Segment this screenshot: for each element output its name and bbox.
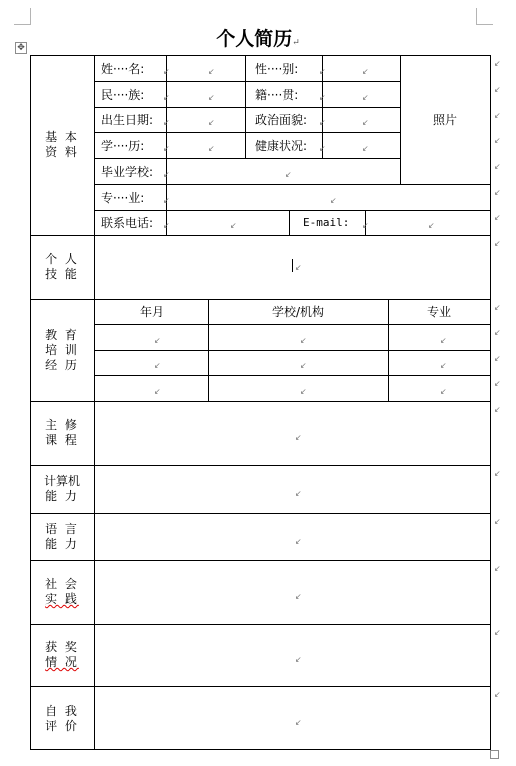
section-label-practice (30, 577, 94, 607)
section-label-line: 评 价 (45, 719, 79, 733)
row-end-mark-icon: ↙ (494, 517, 501, 526)
email-label: E-mail: (303, 216, 350, 229)
phone-label: 联系电话: (101, 216, 154, 230)
native-place-value-cell[interactable]: ↙ (362, 93, 369, 102)
section-label-basic (30, 130, 94, 160)
courses-content-cell[interactable]: ↙ (295, 433, 302, 442)
language-content-cell[interactable]: ↙ (295, 537, 302, 546)
section-label-line: 计算机 (43, 474, 80, 488)
row-end-mark-icon: ↙ (494, 213, 501, 222)
section-label-line: 个 人 (45, 252, 79, 266)
section-line (30, 686, 491, 687)
row-line (95, 81, 400, 82)
edu-school-cell[interactable]: ↙ (300, 387, 307, 396)
table-border-top (30, 55, 491, 56)
cell-end-mark-icon: ↙ (163, 196, 170, 205)
education-label: 学····历: (101, 139, 145, 153)
section-label-line: 技 能 (45, 267, 79, 281)
edu-date-cell[interactable]: ↙ (154, 387, 161, 396)
phone-value-cell[interactable]: ↙ (230, 221, 237, 230)
awards-content-cell[interactable]: ↙ (295, 655, 302, 664)
section-label-computer (30, 474, 94, 504)
cell-end-mark-icon: ↙ (163, 118, 170, 127)
edu-major-cell[interactable]: ↙ (440, 336, 447, 345)
text-cursor (292, 259, 293, 272)
section-line (30, 513, 491, 514)
birth-date-label: 出生日期: (101, 113, 154, 127)
cell-end-mark-icon: ↙ (319, 118, 326, 127)
row-end-mark-icon: ↙ (494, 136, 501, 145)
self-eval-content-cell[interactable]: ↙ (295, 718, 302, 727)
row-end-mark-icon: ↙ (494, 564, 501, 573)
cell-end-mark-icon: ↙ (163, 144, 170, 153)
section-label-language (30, 522, 94, 552)
cell-end-mark-icon: ↙ (319, 67, 326, 76)
edu-major-cell[interactable]: ↙ (440, 387, 447, 396)
row-end-mark-icon: ↙ (494, 628, 501, 637)
section-label-skills (30, 252, 94, 282)
row-line (95, 324, 491, 325)
cell-end-mark-icon: ↙ (163, 221, 170, 230)
section-line (30, 401, 491, 402)
page-corner-mark-top-left (14, 8, 31, 25)
document-title-text: 个人简历 (216, 28, 293, 50)
section-label-line: 教 育 (45, 328, 79, 342)
computer-content-cell[interactable]: ↙ (295, 489, 302, 498)
edu-date-cell[interactable]: ↙ (154, 336, 161, 345)
cell-end-mark-icon: ↙ (163, 170, 170, 179)
name-label: 姓····名: (101, 62, 145, 76)
row-end-mark-icon: ↙ (494, 111, 501, 120)
label-column-divider (94, 55, 95, 750)
section-label-line: 主 修 (45, 418, 79, 432)
header-major: 专业 (427, 305, 452, 319)
row-end-mark-icon: ↙ (494, 405, 501, 414)
section-label-awards (30, 640, 94, 670)
section-label-line: 能 力 (45, 537, 79, 551)
section-line (30, 299, 491, 300)
row-end-mark-icon: ↙ (494, 379, 501, 388)
edu-major-cell[interactable]: ↙ (440, 361, 447, 370)
section-label-line: 实 践 (45, 592, 79, 606)
table-border-right (490, 55, 491, 750)
practice-content-cell[interactable]: ↙ (295, 592, 302, 601)
political-status-label: 政治面貌: (255, 113, 308, 127)
table-move-handle-icon[interactable]: ✥ (15, 42, 27, 54)
col-line (388, 299, 389, 402)
gender-value-cell[interactable]: ↙ (362, 67, 369, 76)
section-line (30, 465, 491, 466)
graduate-school-value-cell[interactable]: ↙ (285, 170, 292, 179)
row-line (95, 158, 400, 159)
section-label-line: 自 我 (45, 704, 79, 718)
section-label-courses (30, 418, 94, 448)
row-line (95, 375, 491, 376)
section-label-line: 语 言 (45, 522, 79, 536)
page-corner-mark-top-right (476, 8, 493, 25)
col-line (289, 210, 290, 236)
header-school: 学校/机构 (272, 305, 325, 319)
health-value-cell[interactable]: ↙ (362, 144, 369, 153)
row-line (95, 350, 491, 351)
row-line (95, 107, 400, 108)
row-end-mark-icon: ↙ (494, 239, 501, 248)
section-label-education-history (30, 328, 94, 373)
col-line (208, 299, 209, 402)
political-status-value-cell[interactable]: ↙ (362, 118, 369, 127)
major-value-cell[interactable]: ↙ (330, 196, 337, 205)
section-line (30, 235, 491, 236)
section-label-line: 情 况 (45, 655, 79, 669)
section-label-self-eval (30, 704, 94, 734)
section-label-line: 课 程 (45, 433, 79, 447)
cell-end-mark-icon: ↙ (163, 93, 170, 102)
row-end-mark-icon: ↙ (494, 328, 501, 337)
cell-end-mark-icon: ↙ (163, 67, 170, 76)
section-label-line: 培 训 (45, 343, 79, 357)
section-line (30, 560, 491, 561)
cell-end-mark-icon: ↙ (319, 93, 326, 102)
edu-date-cell[interactable]: ↙ (154, 361, 161, 370)
health-label: 健康状况: (255, 139, 308, 153)
major-label: 专····业: (101, 191, 145, 205)
table-border-bottom (30, 749, 491, 750)
section-line (30, 624, 491, 625)
header-date: 年月 (140, 305, 165, 319)
ethnicity-label: 民····族: (101, 88, 145, 102)
section-label-line: 资 料 (45, 145, 79, 159)
row-end-mark-icon: ↙ (494, 303, 501, 312)
row-end-mark-icon: ↙ (494, 354, 501, 363)
table-resize-handle[interactable] (490, 750, 499, 759)
section-label-line: 社 会 (45, 577, 79, 591)
row-line (95, 132, 400, 133)
birth-date-value-cell[interactable]: ↙ (208, 118, 215, 127)
education-value-cell[interactable]: ↙ (208, 144, 215, 153)
row-end-mark-icon: ↙ (494, 59, 501, 68)
section-label-line: 经 历 (45, 358, 79, 372)
section-label-line: 基 本 (45, 130, 79, 144)
cell-end-mark-icon: ↙ (362, 221, 369, 230)
row-end-mark-icon: ↙ (494, 469, 501, 478)
photo-cell[interactable]: 照片 (433, 113, 458, 127)
graduate-school-label: 毕业学校: (101, 165, 154, 179)
col-line (400, 55, 401, 185)
native-place-label: 籍····贯: (255, 88, 299, 102)
row-line (95, 210, 491, 211)
section-label-line: 能 力 (45, 489, 79, 503)
section-label-line: 获 奖 (45, 640, 79, 654)
gender-label: 性····别: (255, 62, 299, 76)
email-value-cell[interactable]: ↙ (428, 221, 435, 230)
skills-content-cell[interactable]: ↙ (295, 263, 302, 272)
row-end-mark-icon: ↙ (494, 85, 501, 94)
paragraph-mark-icon: ↵ (292, 38, 300, 48)
name-value-cell[interactable]: ↙ (208, 67, 215, 76)
row-end-mark-icon: ↙ (494, 690, 501, 699)
cell-end-mark-icon: ↙ (319, 144, 326, 153)
ethnicity-value-cell[interactable]: ↙ (208, 93, 215, 102)
row-end-mark-icon: ↙ (494, 162, 501, 171)
row-end-mark-icon: ↙ (494, 188, 501, 197)
edu-school-cell[interactable]: ↙ (300, 361, 307, 370)
row-line (95, 184, 491, 185)
document-title (0, 24, 516, 51)
edu-school-cell[interactable]: ↙ (300, 336, 307, 345)
col-line (245, 55, 246, 159)
